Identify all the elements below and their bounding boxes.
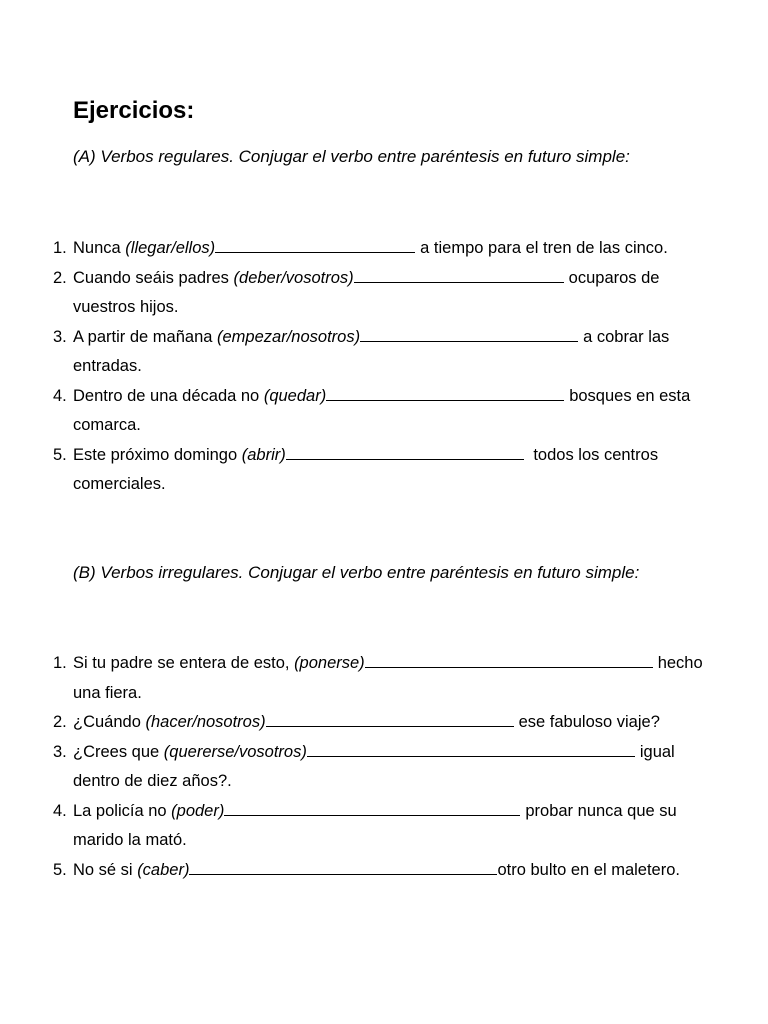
verb-hint: (abrir) — [241, 445, 286, 464]
item-number: 3. — [53, 742, 67, 761]
exercise-a-3 — [53, 323, 703, 382]
sentence-end: ocuparos de vuestros hijos. — [73, 268, 660, 316]
verb-hint: (poder) — [171, 801, 225, 820]
sentence-start: Si tu padre se entera de esto, — [73, 654, 295, 672]
item-number: 4. — [53, 386, 67, 405]
sentence-start: La policía no — [73, 801, 172, 820]
sentence-end: a cobrar las entradas. — [73, 327, 670, 375]
exercise-b-5 — [53, 856, 703, 886]
exercise-a-2 — [53, 264, 703, 323]
item-number: 2. — [53, 713, 67, 731]
sentence-end: probar nunca que su marido la mató. — [73, 801, 677, 849]
sentence-end: a tiempo para el tren de las cinco. — [420, 239, 668, 257]
sentence-start: A partir de mañana — [73, 327, 218, 346]
sentence-end: otro bulto en el maletero. — [497, 860, 680, 879]
exercise-a-5 — [53, 441, 703, 500]
answer-blank[interactable] — [326, 385, 564, 401]
exercise-b-3 — [53, 738, 703, 797]
answer-blank[interactable] — [215, 237, 415, 253]
exercise-b-2 — [53, 708, 703, 738]
verb-hint: (empezar/nosotros) — [217, 327, 361, 346]
section-b-heading: (B) Verbos irregulares. Conjugar el verbo entre paréntesis en futuro simple: — [73, 563, 640, 582]
item-number: 2. — [53, 268, 67, 287]
sentence-start: Este próximo domingo — [73, 445, 242, 464]
answer-blank[interactable] — [266, 711, 514, 727]
answer-blank[interactable] — [224, 800, 520, 816]
sentence-start: Nunca — [73, 239, 126, 257]
verb-hint: (llegar/ellos) — [125, 239, 216, 257]
answer-blank[interactable] — [365, 652, 653, 668]
item-number: 1. — [53, 239, 67, 257]
section-a-list — [53, 234, 703, 500]
answer-blank[interactable] — [189, 859, 497, 875]
exercise-b-1 — [53, 649, 703, 708]
item-number: 5. — [53, 860, 67, 879]
section-a-heading: (A) Verbos regulares. Conjugar el verbo entre paréntesis en futuro simple: — [73, 147, 630, 166]
sentence-end: ese fabuloso viaje? — [518, 713, 660, 731]
sentence-end: todos los centros comerciales. — [73, 445, 659, 493]
verb-hint: (deber/vosotros) — [233, 268, 354, 287]
sentence-end: bosques en esta comarca. — [73, 386, 691, 434]
verb-hint: (hacer/nosotros) — [145, 713, 266, 731]
verb-hint: (ponerse) — [294, 654, 365, 672]
verb-hint: (quererse/vosotros) — [163, 742, 307, 761]
sentence-end: igual dentro de diez años?. — [73, 742, 675, 790]
item-number: 4. — [53, 801, 67, 820]
sentence-end: hecho una fiera. — [73, 654, 703, 702]
verb-hint: (quedar) — [263, 386, 327, 405]
item-number: 1. — [53, 654, 67, 672]
sentence-start: ¿Crees que — [73, 742, 164, 761]
answer-blank[interactable] — [307, 741, 635, 757]
verb-hint: (caber) — [137, 860, 190, 879]
answer-blank[interactable] — [360, 326, 578, 342]
exercise-a-1 — [53, 234, 703, 264]
exercise-a-4 — [53, 382, 703, 441]
section-b-list — [53, 649, 703, 885]
item-number: 3. — [53, 327, 67, 346]
sentence-start: ¿Cuándo — [73, 713, 146, 731]
answer-blank[interactable] — [354, 267, 564, 283]
sentence-start: Cuando seáis padres — [73, 268, 234, 287]
page-title: Ejercicios: — [73, 97, 195, 124]
item-number: 5. — [53, 445, 67, 464]
sentence-start: Dentro de una década no — [73, 386, 264, 405]
answer-blank[interactable] — [286, 444, 524, 460]
exercise-b-4 — [53, 797, 703, 856]
sentence-start: No sé si — [73, 860, 138, 879]
